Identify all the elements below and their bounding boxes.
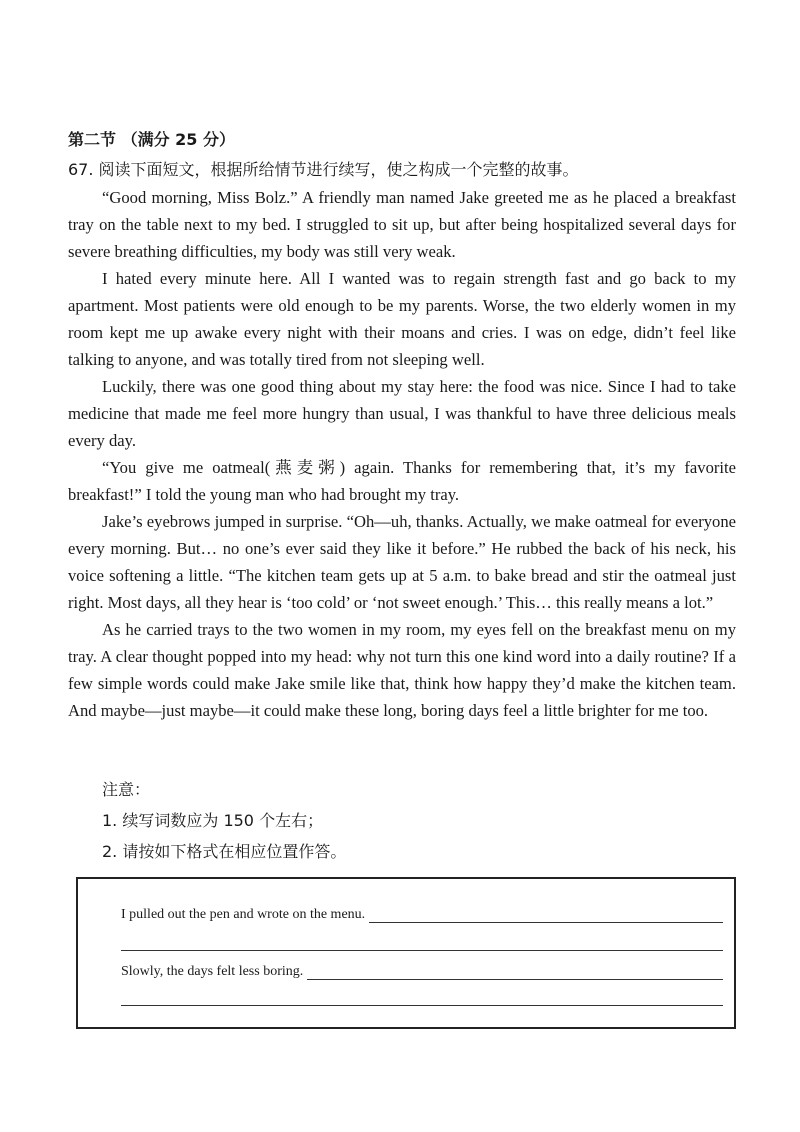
answer-line-4[interactable] <box>121 1005 723 1006</box>
prompt-2-text: Slowly, the days felt less boring. <box>121 964 304 979</box>
note-item-1: 1. 续写词数应为 150 个左右； <box>102 811 324 830</box>
paragraph-4: “You give me oatmeal(燕麦粥) again. Thanks for remembering that, it’s my favorite breakfast!” I told the young man who had brought my tray. <box>68 458 736 504</box>
answer-prompt-1 <box>121 907 723 923</box>
answer-line-3[interactable] <box>307 965 723 980</box>
paragraph-6: As he carried trays to the two women in my room, my eyes fell on the breakfast menu on my tray. A clear thought popped into my head: why not turn this one kind word into a daily routine? If a few simple words could make Jake smile like that, think how happy they’d make the kitchen team. And maybe—just maybe—it could make these long, boring days feel a little brighter for me too. <box>68 620 736 720</box>
paragraph-2: I hated every minute here. All I wanted was to regain strength fast and go back to my apartment. Most patients were old enough to be my parents. Worse, the two elderly women in my room kept me up awake every night with their moans and cries. I was on edge, didn’t feel like talking to anyone, and was totally tired from not sleeping well. <box>68 269 736 369</box>
passage <box>68 184 736 724</box>
answer-line-2[interactable] <box>121 950 723 951</box>
question-instruction: 67. 阅读下面短文，根据所给情节进行续写，使之构成一个完整的故事。 <box>68 160 579 179</box>
section-title: 第二节 （满分 25 分） <box>68 130 235 149</box>
answer-line-1[interactable] <box>369 908 723 923</box>
paragraph-3: Luckily, there was one good thing about my stay here: the food was nice. Since I had to take medicine that made me feel more hungry than usual, I was thankful to have three delicious meals every day. <box>68 377 736 450</box>
answer-box <box>76 877 736 1029</box>
prompt-1-text: I pulled out the pen and wrote on the menu. <box>121 907 366 922</box>
paragraph-5: Jake’s eyebrows jumped in surprise. “Oh—uh, thanks. Actually, we make oatmeal for everyone every morning. But… no one’s ever said they like it before.” He rubbed the back of his neck, his voice softening a little. “The kitchen team gets up at 5 a.m. to bake bread and stir the oatmeal just right. Most days, all they hear is ‘too cold’ or ‘not sweet enough.’ This… this really means a lot.” <box>68 512 736 612</box>
note-item-2: 2. 请按如下格式在相应位置作答。 <box>102 842 347 861</box>
notes-title: 注意： <box>102 780 151 799</box>
paragraph-1: “Good morning, Miss Bolz.” A friendly man named Jake greeted me as he placed a breakfast tray on the table next to my bed. I struggled to sit up, but after being hospitalized several days for severe breathing difficulties, my body was still very weak. <box>68 188 736 261</box>
answer-prompt-2 <box>121 964 723 980</box>
